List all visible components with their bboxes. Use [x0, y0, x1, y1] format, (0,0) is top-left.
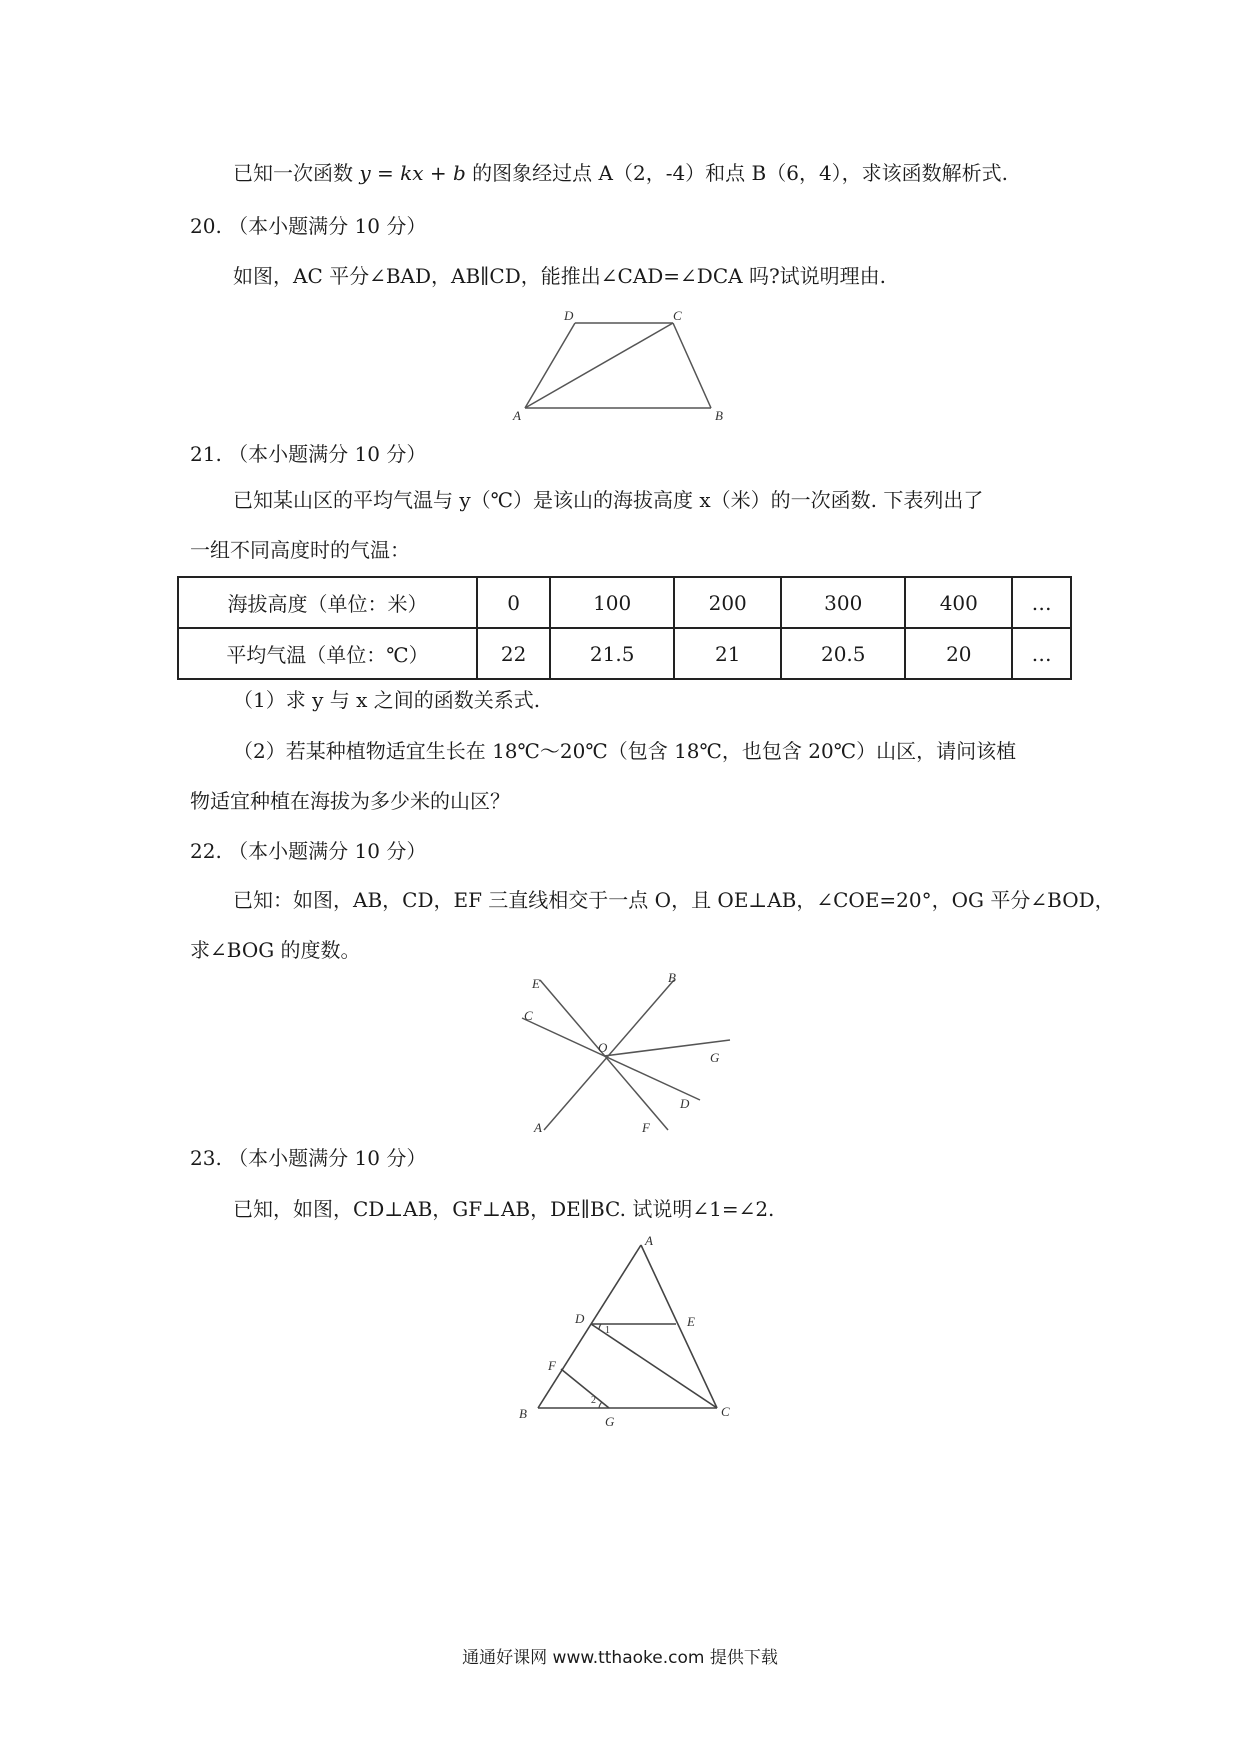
q22-line-cd [522, 1018, 700, 1100]
q23-label-b: B [519, 1406, 527, 1421]
q20-label-b: B [715, 408, 723, 423]
q22-figure [510, 970, 750, 1145]
q23-text: 已知，如图，CD⊥AB，GF⊥AB，DE∥BC. 试说明∠1=∠2. [233, 1197, 775, 1221]
table-cell: 20.5 [781, 628, 905, 679]
q22-label-d: D [680, 1096, 690, 1111]
table-cell: 300 [781, 577, 905, 628]
q23-label-d: D [575, 1311, 585, 1326]
table-cell: … [1012, 577, 1071, 628]
q22-label-c: C [524, 1008, 533, 1023]
table-cell: 20 [905, 628, 1012, 679]
q20-seg-cb [673, 323, 711, 408]
q22-label-o: O [598, 1040, 608, 1055]
q23-figure [505, 1230, 745, 1435]
table-cell: 22 [477, 628, 550, 679]
q21-part1: （1）求 y 与 x 之间的函数关系式. [233, 688, 541, 712]
q22-text-2: 求∠BOG 的度数。 [190, 938, 361, 962]
q20-header: 20. （本小题满分 10 分） [190, 214, 427, 238]
table-cell: … [1012, 628, 1071, 679]
q23-label-2: 2 [591, 1395, 596, 1406]
q22-label-a: A [534, 1120, 542, 1135]
q20-label-c: C [673, 308, 682, 323]
table-row-label: 海拔高度（单位：米） [178, 577, 477, 628]
table-row-label: 平均气温（单位：℃） [178, 628, 477, 679]
q23-label-a: A [645, 1233, 653, 1248]
q22-label-e: E [532, 976, 540, 991]
q23-header: 23. （本小题满分 10 分） [190, 1146, 427, 1170]
q19-formula: y = kx + b [359, 161, 466, 185]
q21-part2-a: （2）若某种植物适宜生长在 18℃～20℃（包含 18℃，也包含 20℃）山区，请问该植 [233, 739, 1017, 763]
q21-intro-1: 已知某山区的平均气温与 y（℃）是该山的海拔高度 x（米）的一次函数. 下表列出了 [233, 488, 984, 512]
q23-label-g: G [605, 1414, 615, 1429]
q20-label-d: D [564, 308, 574, 323]
table-row [178, 628, 1071, 679]
q23-angle-2-arc [599, 1402, 602, 1408]
q20-label-a: A [513, 408, 521, 423]
q22-header: 22. （本小题满分 10 分） [190, 839, 427, 863]
q22-text-1: 已知：如图，AB，CD，EF 三直线相交于一点 O，且 OE⊥AB，∠COE=20°，OG 平分∠BOD， [233, 888, 1115, 912]
q21-header: 21. （本小题满分 10 分） [190, 442, 427, 466]
q23-label-e: E [687, 1314, 695, 1329]
q21-intro-2: 一组不同高度时的气温： [190, 538, 410, 562]
table-cell: 21.5 [550, 628, 674, 679]
table-row [178, 577, 1071, 628]
q23-label-1: 1 [605, 1325, 610, 1336]
table-cell: 21 [674, 628, 781, 679]
table-cell: 400 [905, 577, 1012, 628]
table-cell: 0 [477, 577, 550, 628]
table-cell: 200 [674, 577, 781, 628]
q20-seg-da [525, 323, 575, 408]
q23-label-f: F [548, 1358, 556, 1373]
q20-seg-ac [525, 323, 673, 408]
q19-text [233, 160, 1008, 186]
q22-label-b: B [668, 970, 676, 985]
q20-figure [505, 305, 745, 430]
q20-text: 如图，AC 平分∠BAD，AB∥CD，能推出∠CAD=∠DCA 吗?试说明理由. [233, 264, 887, 288]
table-cell: 100 [550, 577, 674, 628]
q21-part2-b: 物适宜种植在海拔为多少米的山区？ [190, 789, 510, 813]
q22-label-f: F [642, 1120, 650, 1135]
q22-label-g: G [710, 1050, 720, 1065]
q19-before: 已知一次函数 [233, 161, 353, 185]
q23-label-c: C [721, 1404, 730, 1419]
footer-credit: 通通好课网 www.tthaoke.com 提供下载 [462, 1648, 778, 1668]
q19-after: 的图象经过点 A（2，-4）和点 B（6，4），求该函数解析式. [472, 161, 1009, 185]
altitude-temperature-table [177, 576, 1072, 680]
q23-side-ab [538, 1245, 641, 1408]
